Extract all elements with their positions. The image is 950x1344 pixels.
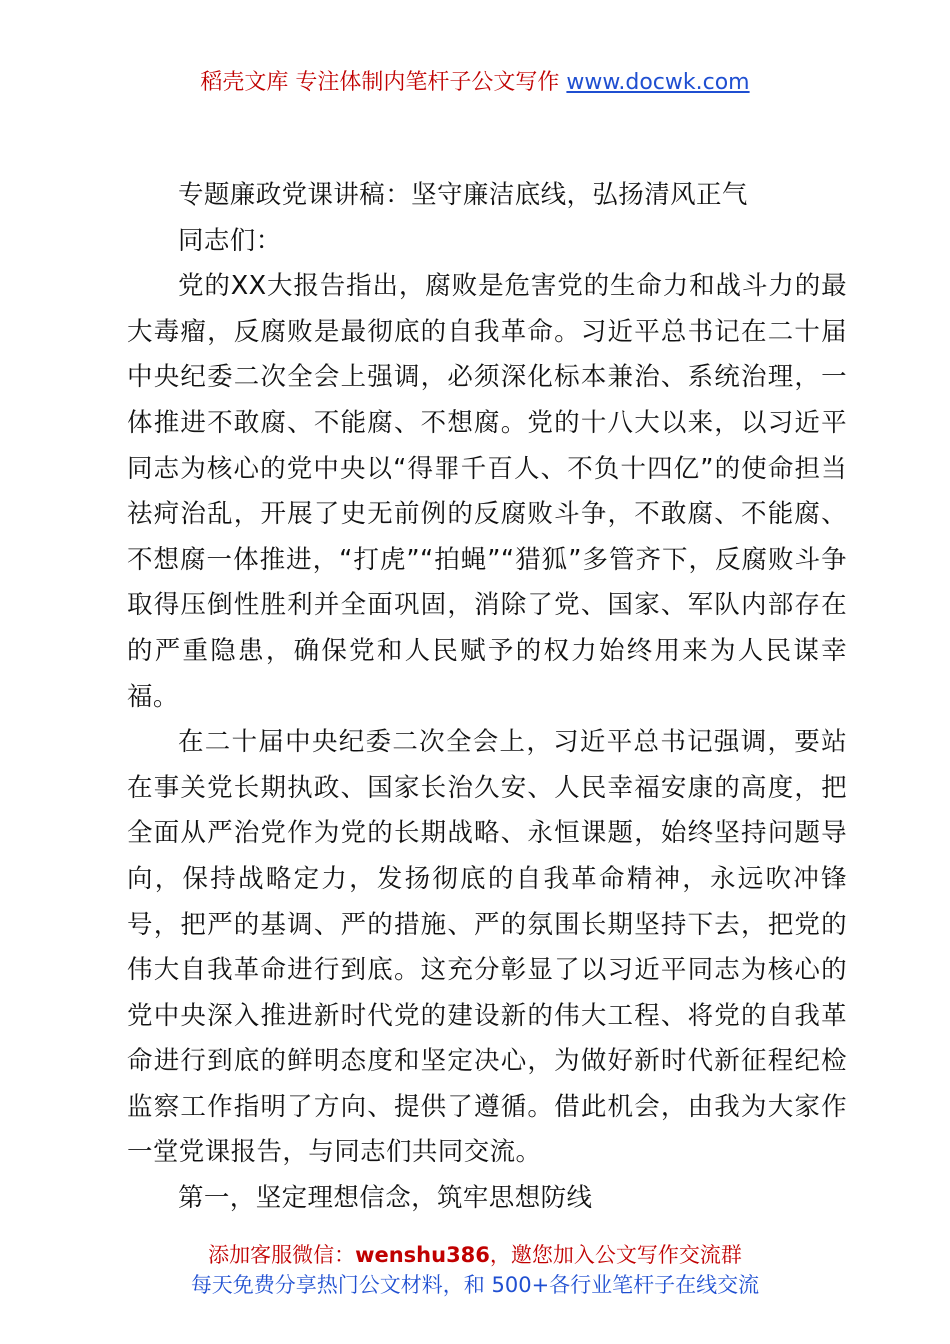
header-brand-text: 稻壳文库 专注体制内笔杆子公文写作 <box>200 70 560 95</box>
promo-footer <box>0 1240 950 1300</box>
header-website-link[interactable]: www.docwk.com <box>566 70 750 95</box>
footer-wechat-prefix: 添加客服微信： <box>208 1243 356 1267</box>
document-title: 专题廉政党课讲稿：坚守廉洁底线，弘扬清风正气 <box>178 180 748 210</box>
document-body <box>127 173 847 1222</box>
body-paragraph: 在二十届中央纪委二次全会上，习近平总书记强调，要站在事关党长期执政、国家长治久安、人民幸福安康的高度，把全面从严治党作为党的长期战略、永恒课题，始终坚持问题导向，保持战略定力，发扬彻底的自我革命精神，永远吹冲锋号，把严的基调、严的措施、严的氛围长期坚持下去，把党的伟大自我革命进行到底。这充分彰显了以习近平同志为核心的党中央深入推进新时代党的建设新的伟大工程、将党的自我革命进行到底的鲜明态度和坚定决心，为做好新时代新征程纪检监察工作指明了方向、提供了遵循。借此机会，由我为大家作一堂党课报告，与同志们共同交流。 <box>127 727 847 1168</box>
footer-wechat-suffix: ，邀您加入公文写作交流群 <box>489 1243 742 1267</box>
body-paragraph: 党的XX大报告指出，腐败是危害党的生命力和战斗力的最大毒瘤，反腐败是最彻底的自我革命。习近平总书记在二十届中央纪委二次全会上强调，必须深化标本兼治、系统治理，一体推进不敢腐、不能腐、不想腐。党的十八大以来，以习近平同志为核心的党中央以“得罪千百人、不负十四亿”的使命担当祛疴治乱，开展了史无前例的反腐败斗争，不敢腐、不能腐、不想腐一体推进，“打虎”“拍蝇”“猎狐”多管齐下，反腐败斗争取得压倒性胜利并全面巩固，消除了党、国家、军队内部存在的严重隐患，确保党和人民赋予的权力始终用来为人民谋幸福。 <box>127 271 847 712</box>
footer-line-share: 每天免费分享热门公文材料，和 500+各行业笔杆子在线交流 <box>190 1273 760 1297</box>
footer-wechat-id: wenshu386 <box>355 1243 490 1267</box>
watermark-header <box>0 67 950 99</box>
footer-line-wechat <box>0 1240 950 1270</box>
document-salutation: 同志们： <box>178 225 282 256</box>
section-heading: 第一，坚定理想信念，筑牢思想防线 <box>178 1183 593 1214</box>
